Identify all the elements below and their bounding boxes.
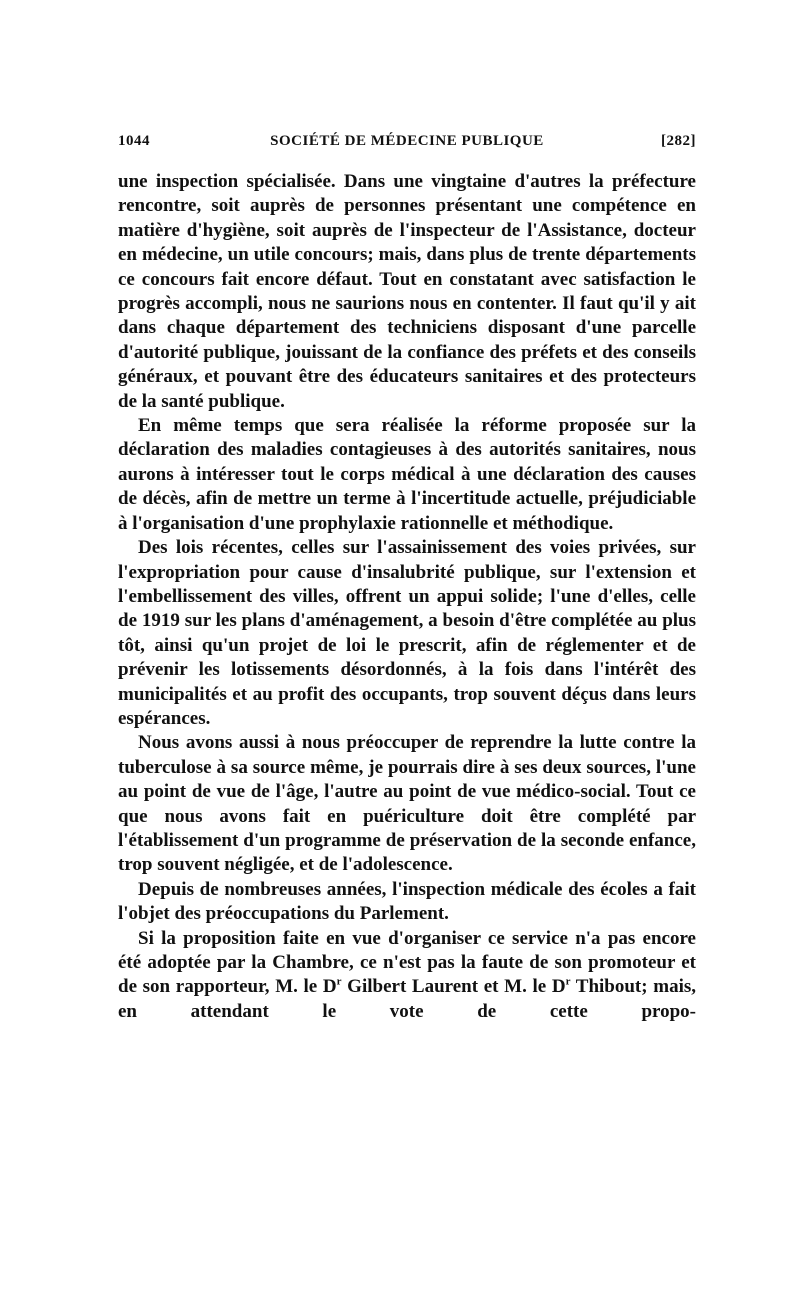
page-reference: [282] [661,133,696,149]
running-title: SOCIÉTÉ DE MÉDECINE PUBLIQUE [270,133,544,149]
paragraph-5: Depuis de nombreuses années, l'inspection médicale des écoles a fait l'objet des préoccupations du Parlement. [118,878,696,925]
superscript-r-1: r [336,976,342,989]
body-text [118,170,696,1024]
page-number: 1044 [118,133,150,149]
paragraph-6-part1: Si la proposition faite en vue d'organiser ce service n'a pas encore été adoptée par la Chambre, ce n'est pas la faute de son promoteur et de son rapporteur, M. le D [118,927,696,998]
paragraph-4: Nous avons aussi à nous préoccuper de reprendre la lutte contre la tuberculose à sa source même, je pourrais dire à ses deux sources, l'une au point de vue de l'âge, l'autre au point de vue médico-social. Tout ce que nous avons fait en puériculture doit être complété par l'établissement d'un programme de préservation de la seconde enfance, trop souvent négligée, et de l'adolescence. [118,732,696,876]
superscript-r-2: r [565,976,571,989]
paragraph-1: une inspection spécialisée. Dans une vingtaine d'autres la préfecture rencontre, soit auprès de personnes présentant une compétence en matière d'hygiène, soit auprès de l'inspecteur de l'Assistance, docteur en médecine, un utile concours; mais, dans plus de trente départements ce concours fait encore défaut. Tout en constatant avec satisfaction le progrès accompli, nous ne saurions nous en contenter. Il faut qu'il y ait dans chaque département des techniciens disposant d'une parcelle d'autorité publique, jouissant de la confiance des préfets et des conseils généraux, et pouvant être des éducateurs sanitaires et des protecteurs de la santé publique. [118,171,696,412]
running-header [118,133,696,157]
paragraph-3: Des lois récentes, celles sur l'assainissement des voies privées, sur l'expropriation pour cause d'insalubrité publique, sur l'extension et l'embellissement des villes, offrent un appui solide; l'une d'elles, celle de 1919 sur les plans d'aménagement, a besoin d'être complétée au plus tôt, ainsi qu'un projet de loi le prescrit, afin de réglementer et de prévenir les lotissements désordonnés, à la fois dans l'intérêt des municipalités et au profit des occupants, trop souvent déçus dans leurs espérances. [118,537,696,729]
paragraph-6-part3: Thibout; mais, en attendant le vote de cette propo- [118,976,696,1022]
paragraph-2: En même temps que sera réalisée la réforme proposée sur la déclaration des maladies contagieuses à des autorités sanitaires, nous aurons à intéresser tout le corps médical à une déclaration des causes de décès, afin de mettre un terme à l'incertitude actuelle, préjudiciable à l'organisation d'une prophylaxie rationnelle et méthodique. [118,415,696,534]
paragraph-6-part2: Gilbert Laurent et M. le D [341,976,566,998]
paragraph-6 [118,927,696,1025]
